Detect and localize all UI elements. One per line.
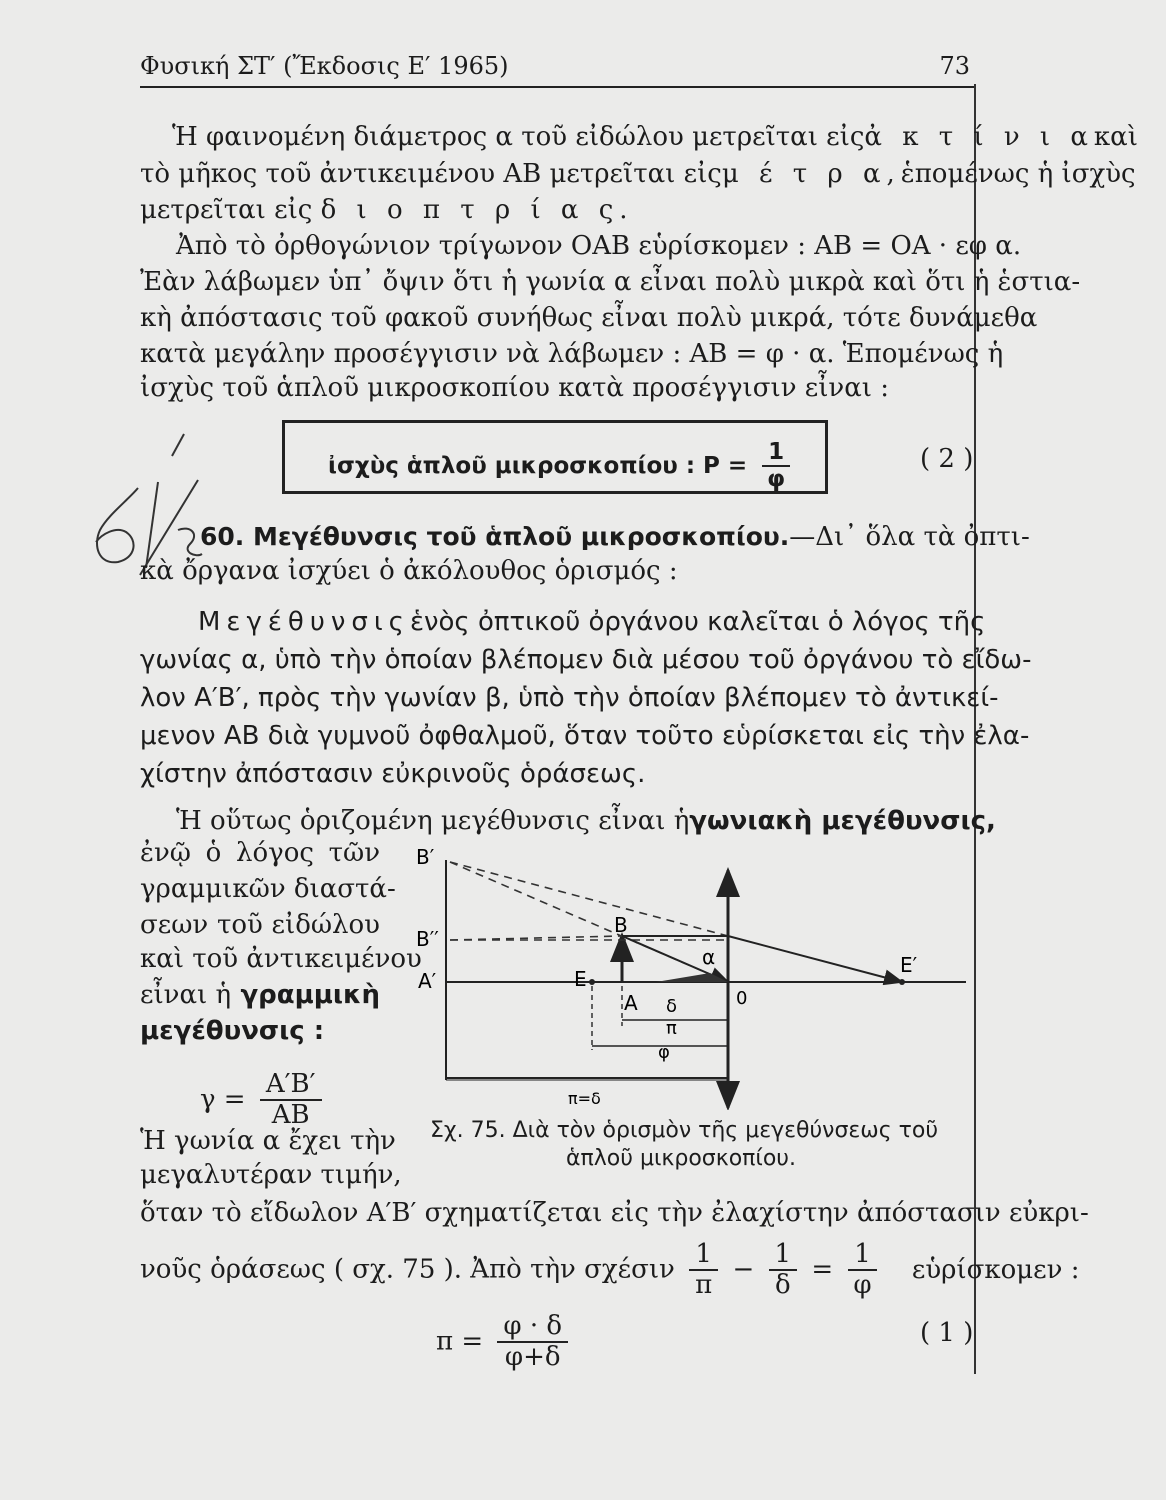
para2-line5: ἰσχὺς τοῦ ἁπλοῦ μικροσκοπίου κατὰ προσέγγισιν εἶναι :	[140, 373, 890, 403]
leftcol-line3: σεων τοῦ εἰδώλου	[140, 910, 380, 940]
page-number: 73	[939, 52, 970, 80]
gamma-fraction: $\frac{A'B'}{AB}$	[260, 1070, 322, 1129]
para1-line1: Ἡ φαινομένη διάμετρος α τοῦ εἰδώλου μετρεῖται εἰς ἀ κ τ ί ν ι α καὶ	[172, 122, 1138, 152]
para1-line3: μετρεῖται εἰς δ ι ο π τ ρ ί α ς.	[140, 195, 634, 225]
label-b-double-prime: B′′	[416, 927, 439, 951]
leftcol-line1: ἐνῷ ὁ λόγος τῶν	[140, 838, 380, 868]
fraction-1-pi: $\frac{1}{\pi}$	[689, 1240, 718, 1299]
definition-line4: μενον ΑΒ διὰ γυμνοῦ ὀφθαλμοῦ, ὅταν τοῦτο εὑρίσκεται εἰς τὴν ἐλα-	[140, 721, 1030, 751]
para4-line2: νοῦς ὁράσεως ( σχ. 75 ). Ἀπὸ τὴν σχέσιν $\frac{1}{\pi}$ − $\frac{1}{\delta}$ = $\frac{1}{\varphi}$ εὑρίσκομεν :	[140, 1239, 1080, 1300]
section-heading-line: 60. Μεγέθυνσις τοῦ ἁπλοῦ μικροσκοπίου. —Δι᾽ ὅλα τὰ ὀπτι-	[200, 522, 1030, 552]
figure-caption-line1: Σχ. 75. Διὰ τὸν ὁρισμὸν τῆς μεγεθύνσεως τοῦ	[430, 1118, 939, 1143]
gamma-formula: γ = $\frac{A'B'}{AB}$	[200, 1070, 328, 1129]
definition-line2: γωνίας α, ὑπὸ τὴν ὁποίαν βλέπομεν διὰ μέσου τοῦ ὀργάνου τὸ εἴδω-	[140, 645, 1032, 675]
running-header	[140, 52, 970, 80]
header-title: Φυσική ΣΤ′ (Ἔκδοσις Ε′ 1965)	[140, 52, 509, 80]
definition-line3: λον Α′Β′, πρὸς τὴν γωνίαν β, ὑπὸ τὴν ὁποίαν βλέπομεν τὸ ἀντικεί-	[140, 683, 999, 713]
label-phi: φ	[658, 1042, 670, 1063]
ray-refracted	[728, 936, 902, 982]
final-fraction: $\frac{\varphi \cdot \delta}{\varphi+\delta}$	[497, 1312, 568, 1371]
margin-tick-mark	[168, 430, 188, 460]
definition-line1: Μεγέθυνσις ἑνὸς ὀπτικοῦ ὀργάνου καλεῖται ὁ λόγος τῆς	[198, 607, 986, 637]
label-a: A	[624, 991, 638, 1015]
header-rule	[140, 86, 975, 88]
final-formula: π = $\frac{\varphi \cdot \delta}{\varphi+\delta}$	[436, 1312, 574, 1371]
point-e-prime	[899, 979, 905, 985]
leftcol-line8: μεγαλυτέραν τιμήν,	[140, 1160, 402, 1190]
para2-line3: κὴ ἀπόστασις τοῦ φακοῦ συνήθως εἶναι πολὺ μικρά, τότε δυνάμεθα	[140, 303, 1038, 333]
para2-line1: Ἀπὸ τὸ ὀρθογώνιον τρίγωνον ΟΑΒ εὑρίσκομεν : ΑΒ = ΟΑ · εφ α.	[176, 231, 1022, 261]
leftcol-line4: καὶ τοῦ ἀντικειμένου	[140, 944, 422, 974]
para4-line1: ὅταν τὸ εἴδωλον Α′Β′ σχηματίζεται εἰς τὴν ἐλαχίστην ἀπόστασιν εὐκρι-	[140, 1198, 1089, 1228]
final-formula-eq-no: ( 1 )	[920, 1318, 974, 1348]
label-e-prime: E′	[900, 953, 918, 977]
point-e	[589, 979, 595, 985]
formula-box-text: ἰσχὺς ἁπλοῦ μικροσκοπίου : P = $\frac{1}{\varphi}$	[328, 440, 797, 493]
angle-alpha-shading	[656, 973, 728, 982]
label-pi: π	[666, 1018, 677, 1039]
definition-line5: χίστην ἀπόστασιν εὐκρινοῦς ὁράσεως.	[140, 759, 646, 789]
microscope-diagram	[410, 840, 970, 1110]
para2-line2: Ἐὰν λάβωμεν ὑπ᾽ ὄψιν ὅτι ἡ γωνία α εἶναι πολὺ μικρὰ καὶ ὅτι ἡ ἑστια-	[140, 267, 1081, 297]
label-e: E	[574, 967, 587, 991]
label-alpha: α	[702, 945, 716, 969]
label-a-prime: A′	[418, 969, 437, 993]
para1-line2: τὸ μῆκος τοῦ ἀντικειμένου ΑΒ μετρεῖται εἰς μ έ τ ρ α, ἑπομένως ἡ ἰσχὺς	[140, 159, 1136, 189]
label-delta: δ	[666, 996, 678, 1017]
section-title: 60. Μεγέθυνσις τοῦ ἁπλοῦ μικροσκοπίου.	[200, 522, 790, 551]
para2-line4: κατὰ μεγάλην προσέγγισιν νὰ λάβωμεν : ΑΒ = φ · α. Ἑπομένως ἡ	[140, 339, 1004, 369]
formula-box-fraction: $\frac{1}{\varphi}$	[761, 440, 791, 493]
label-pi-eq-delta: π=δ	[568, 1089, 601, 1108]
para3-line1: Ἡ οὕτως ὁριζομένη μεγέθυνσις εἶναι ἡ γωνιακὴ μεγέθυνσις,	[176, 806, 996, 836]
section-line2: κὰ ὄργανα ἰσχύει ὁ ἀκόλουθος ὁρισμός :	[140, 556, 678, 586]
figure-caption-line2: ἁπλοῦ μικροσκοπίου.	[566, 1146, 797, 1171]
leftcol-line5: εἶναι ἡ γραμμικὴ	[140, 980, 380, 1010]
fraction-1-delta: $\frac{1}{\delta}$	[769, 1240, 798, 1299]
fraction-1-phi: $\frac{1}{\varphi}$	[847, 1240, 877, 1299]
virtual-ray-1	[450, 862, 728, 936]
leftcol-line2: γραμμικῶν διαστά-	[140, 874, 396, 904]
label-b-prime: B′	[416, 845, 435, 869]
label-o: 0	[736, 988, 748, 1009]
leftcol-line7: Ἡ γωνία α ἔχει τὴν	[140, 1126, 396, 1156]
leftcol-line6: μεγέθυνσις :	[140, 1016, 325, 1046]
formula-box-eq-no: ( 2 )	[920, 444, 974, 474]
label-b: B	[614, 913, 628, 937]
